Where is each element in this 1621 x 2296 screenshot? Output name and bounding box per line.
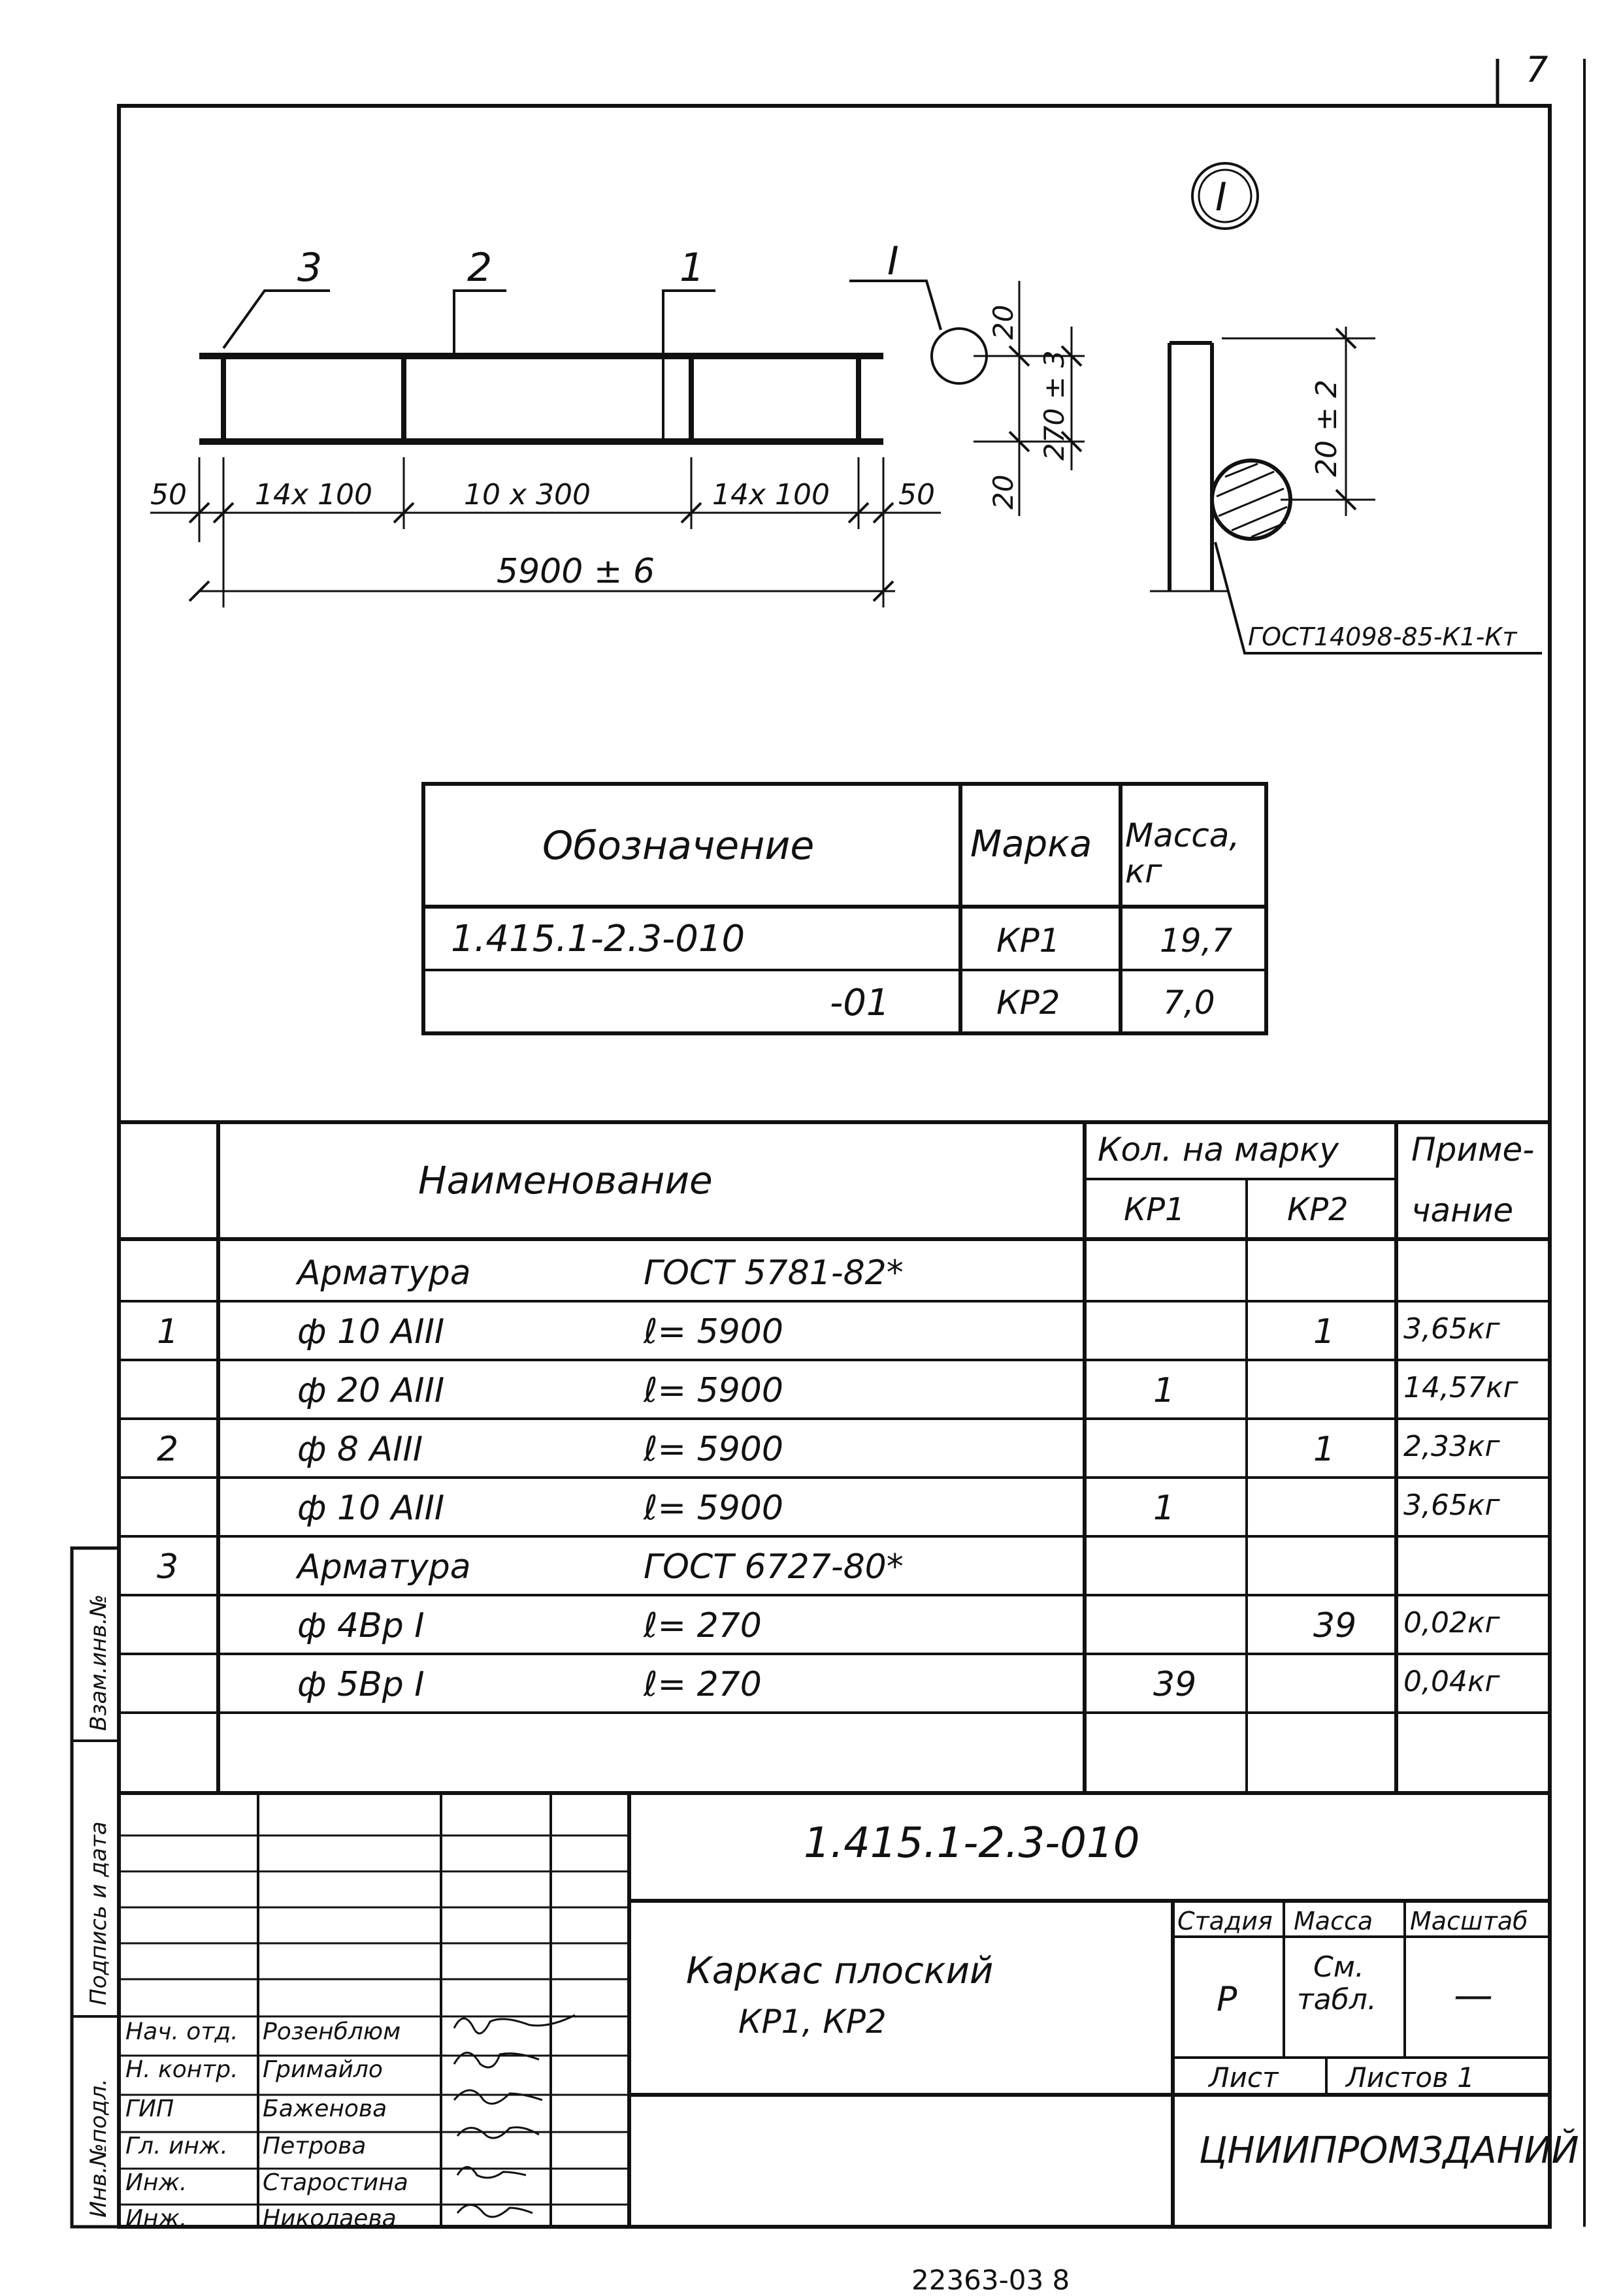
marks-row2-mass: 7,0 (1163, 984, 1215, 1022)
spec-cell-item: ф 10 АIII (297, 1489, 445, 1528)
spec-cell-kr1: 1 (1153, 1489, 1175, 1528)
spec-cell-kr1: 1 (1153, 1371, 1175, 1410)
mass-label: Масса (1294, 1907, 1373, 1935)
marks-row2-mark: КР2 (996, 984, 1060, 1022)
sheet-label: Лист (1209, 2062, 1279, 2094)
organization: ЦНИИПРОМЗДАНИЙ (1199, 2129, 1579, 2172)
callout-1: 1 (680, 245, 705, 291)
spec-cell-kr1: 39 (1153, 1665, 1197, 1704)
person-role: Н. контр. (125, 2056, 238, 2083)
spec-cell-param: ℓ= 270 (644, 1665, 762, 1704)
dim-overall: 5900 ± 6 (497, 552, 655, 591)
detail-dim: 20 ± 2 (1310, 380, 1343, 477)
spec-cell-param: ℓ= 5900 (644, 1371, 783, 1410)
dim-top-offset: 20 (987, 304, 1019, 340)
side-stamp-inv: Инв.№подл. (86, 2078, 112, 2218)
person-name: Старостина (263, 2169, 408, 2196)
spec-cell-param: ℓ= 5900 (644, 1489, 783, 1528)
spec-cell-item: ф 10 АIII (297, 1312, 445, 1351)
spec-header-name: Наименование (418, 1158, 713, 1203)
stage-label: Стадия (1177, 1907, 1273, 1935)
spec-cell-kr2: 1 (1313, 1312, 1335, 1351)
signatures (454, 2015, 575, 2217)
archive-number: 22363-03 8 (911, 2264, 1070, 2296)
person-name: Баженова (263, 2095, 387, 2122)
spec-cell-note: 2,33кг (1403, 1430, 1500, 1463)
marks-header-mark: Марка (970, 823, 1092, 865)
person-name: Петрова (263, 2133, 367, 2159)
spec-header-note-1: Приме- (1411, 1131, 1535, 1169)
scale-label: Масштаб (1410, 1907, 1528, 1935)
dim-bottom-offset: 20 (987, 474, 1019, 509)
sheets-label: Листов 1 (1346, 2062, 1475, 2094)
marks-header-mass: Масса, кг (1125, 817, 1240, 890)
spec-header-kr2: КР2 (1287, 1191, 1349, 1228)
spec-cell-kr2: 39 (1313, 1606, 1357, 1645)
person-role: ГИП (125, 2095, 174, 2122)
sheet-number: 7 (1526, 49, 1548, 90)
scale-value: — (1454, 1973, 1493, 2018)
spec-cell-pos: 3 (157, 1547, 179, 1587)
marks-row1-mark: КР1 (996, 922, 1060, 960)
spec-cell-note: 14,57кг (1403, 1371, 1518, 1404)
spec-cell-note: 3,65кг (1403, 1489, 1500, 1522)
mass-value-1: См. (1313, 1950, 1364, 1984)
spec-header-qty: Кол. на марку (1098, 1131, 1339, 1169)
detail-weld (1150, 327, 1542, 653)
person-role: Инж. (125, 2205, 188, 2232)
dim-seg2: 10 x 300 (464, 478, 591, 511)
spec-cell-note: 0,02кг (1403, 1606, 1500, 1640)
dim-right-edge: 50 (898, 478, 935, 511)
spec-cell-note: 3,65кг (1403, 1312, 1500, 1346)
stage-value: Р (1217, 1980, 1237, 2019)
section-label: I (887, 238, 899, 284)
person-name: Гримайло (263, 2056, 383, 2083)
side-stamp-sign: Подпись и дата (86, 1821, 112, 2005)
spec-cell-item: ф 20 АIII (297, 1371, 445, 1410)
dim-seg1: 14x 100 (255, 478, 372, 511)
weld-note: ГОСТ14098-85-К1-Кт (1248, 623, 1517, 651)
mass-value-2: табл. (1297, 1983, 1377, 2016)
spec-cell-item: Арматура (297, 1547, 471, 1587)
marks-row2-designation: -01 (830, 982, 890, 1024)
person-name: Розенблюм (263, 2018, 401, 2045)
title-line1: Каркас плоский (686, 1950, 994, 1992)
spec-cell-param: ℓ= 5900 (644, 1312, 783, 1351)
spec-cell-pos: 2 (157, 1430, 179, 1469)
title-line2: КР1, КР2 (738, 2003, 887, 2041)
dim-left-edge: 50 (150, 478, 187, 511)
dim-seg3: 14x 100 (712, 478, 830, 511)
marks-row1-mass: 19,7 (1160, 922, 1233, 960)
side-stamp-replace: Взам.инв.№ (86, 1594, 112, 1731)
spec-header-kr1: КР1 (1124, 1191, 1185, 1228)
frame-elevation (199, 353, 883, 445)
title-code: 1.415.1-2.3-010 (804, 1819, 1140, 1868)
person-role: Гл. инж. (125, 2133, 228, 2159)
spec-cell-item: ф 4Вр I (297, 1606, 425, 1645)
section-mark: I (1215, 174, 1227, 220)
spec-cell-item: ф 8 АIII (297, 1430, 423, 1469)
spec-cell-note: 0,04кг (1403, 1665, 1500, 1698)
callout-2: 2 (467, 245, 493, 291)
spec-cell-pos: 1 (157, 1312, 179, 1351)
person-role: Инж. (125, 2169, 188, 2196)
spec-cell-param: ℓ= 270 (644, 1606, 762, 1645)
spec-cell-param: ГОСТ 6727-80* (644, 1547, 904, 1587)
callout-3: 3 (297, 245, 323, 291)
spec-header-note-2: чание (1411, 1191, 1514, 1229)
dim-height: 270 ± 3 (1038, 350, 1070, 461)
spec-cell-param: ГОСТ 5781-82* (644, 1253, 904, 1293)
spec-cell-item: Арматура (297, 1253, 471, 1293)
spec-cell-param: ℓ= 5900 (644, 1430, 783, 1469)
person-name: Николаева (263, 2205, 397, 2232)
marks-row1-designation: 1.415.1-2.3-010 (451, 918, 745, 960)
person-role: Нач. отд. (125, 2018, 238, 2045)
spec-cell-item: ф 5Вр I (297, 1665, 425, 1704)
marks-header-designation: Обозначение (542, 823, 815, 869)
spec-cell-kr2: 1 (1313, 1430, 1335, 1469)
